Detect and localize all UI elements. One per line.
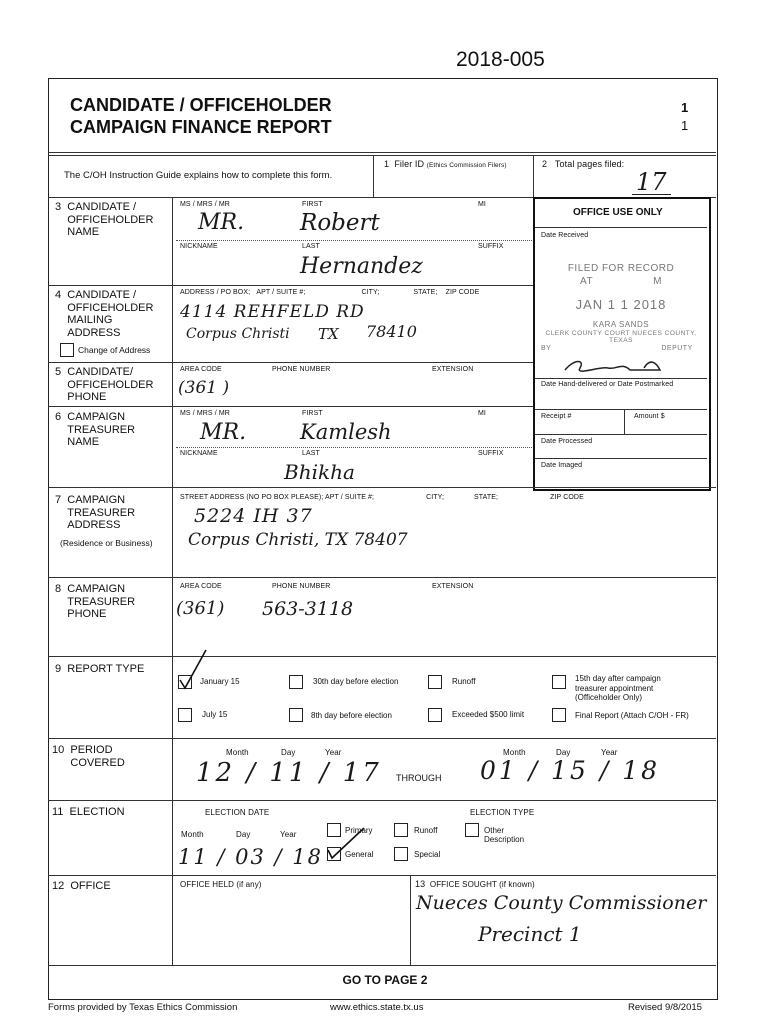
s10-from-month-label: Month	[226, 748, 249, 757]
clerk-signature	[560, 356, 670, 378]
s8-phone-value: 563-3118	[262, 598, 354, 620]
s4-state-value: TX	[318, 325, 339, 343]
total-pages-label: 2 Total pages filed:	[542, 159, 625, 169]
go-to-page-2: GO TO PAGE 2	[342, 973, 428, 987]
s4-zip-value: 78410	[366, 322, 417, 341]
election-runoff-checkbox[interactable]	[394, 823, 408, 837]
s10-from-year-label: Year	[325, 748, 342, 757]
s11-year-label: Year	[280, 830, 297, 839]
filed-stamp: FILED FOR RECORD AT M JAN 1 1 2018 KARA SANDS CLERK COUNTY COURT NUECES COUNTY, TEXAS BY DEPUTY	[541, 263, 697, 352]
receipt-label: Receipt #	[541, 413, 572, 420]
section-5-label: 5 CANDIDATE/ OFFICEHOLDER PHONE	[55, 366, 154, 403]
footer-url: www.ethics.state.tx.us	[330, 1002, 424, 1013]
document-number: 2018-005	[456, 48, 545, 71]
report-type-july-15-label: July 15	[202, 710, 228, 719]
section-9-label: 9 REPORT TYPE	[55, 663, 145, 675]
s6-last-label: LAST	[302, 450, 320, 457]
report-type-8th-day-label: 8th day before election	[311, 711, 392, 720]
s10-to-month-label: Month	[503, 748, 526, 757]
s3-salutation-label: MS / MRS / MR	[180, 201, 230, 208]
section-6-label: 6 CAMPAIGN TREASURER NAME	[55, 411, 136, 448]
s3-nickname-label: NICKNAME	[180, 243, 218, 250]
s7-sub-label: (Residence or Business)	[60, 538, 153, 548]
office-sought-label: 13 OFFICE SOUGHT (if known)	[415, 879, 535, 889]
s6-salutation-value: MR.	[200, 420, 247, 445]
election-runoff-label: Runoff	[414, 826, 438, 835]
s8-phone-label: PHONE NUMBER	[272, 583, 331, 590]
section-12-label: 12 OFFICE	[52, 880, 111, 892]
date-imaged-label: Date Imaged	[541, 462, 583, 469]
office-sought-line2: Precinct 1	[478, 922, 582, 946]
election-special-label: Special	[414, 850, 441, 859]
s6-mi-label: MI	[478, 410, 486, 417]
s8-extension-label: EXTENSION	[432, 583, 474, 590]
report-type-15th-day-label: 15th day after campaign treasurer appointment (Officeholder Only)	[575, 674, 661, 702]
report-type-final-label: Final Report (Attach C/OH - FR)	[575, 711, 689, 720]
section-3-label: 3 CANDIDATE / OFFICEHOLDER NAME	[55, 201, 154, 238]
s11-type-label: ELECTION TYPE	[470, 808, 535, 817]
s8-area-label: AREA CODE	[180, 583, 222, 590]
form-title-line2: CAMPAIGN FINANCE REPORT	[70, 117, 332, 137]
section-7-label: 7 CAMPAIGN TREASURER ADDRESS	[55, 494, 136, 531]
section-11-label: 11 ELECTION	[52, 806, 125, 818]
side-mark-1: 1	[681, 100, 689, 115]
s3-first-value: Robert	[300, 210, 380, 236]
s3-salutation-value: MR.	[198, 210, 245, 235]
section-10-label: 10 PERIOD COVERED	[52, 744, 125, 769]
election-primary-label: Primary	[345, 826, 373, 835]
s3-suffix-label: SUFFIX	[478, 243, 504, 250]
s11-date-value: 11 / 03 / 18	[178, 845, 324, 869]
report-type-exceeded-checkbox[interactable]	[428, 708, 442, 722]
s11-day-label: Day	[236, 830, 251, 839]
footer-revised: Revised 9/8/2015	[628, 1002, 702, 1013]
s7-address-labels: STREET ADDRESS (NO PO BOX PLEASE); APT / SUITE #; CITY; STATE; ZIP CODE	[180, 494, 584, 501]
report-type-30th-day-label: 30th day before election	[313, 677, 399, 686]
amount-label: Amount $	[634, 413, 665, 420]
change-of-address-checkbox[interactable]	[60, 343, 74, 357]
form-title-line1: CANDIDATE / OFFICEHOLDER	[70, 95, 332, 115]
filer-id-label: 1 Filer ID (Ethics Commission Filers)	[384, 159, 507, 169]
hand-delivered-label: Date Hand-delivered or Date Postmarked	[541, 381, 674, 388]
footer-left: Forms provided by Texas Ethics Commission	[48, 1002, 238, 1013]
s8-area-value: (361)	[176, 598, 225, 619]
election-general-label: General	[345, 850, 374, 859]
s10-to-value: 01 / 15 / 18	[480, 756, 661, 785]
s6-first-label: FIRST	[302, 410, 323, 417]
s4-city-value: Corpus Christi	[186, 326, 290, 342]
s3-last-label: LAST	[302, 243, 320, 250]
report-type-runoff-label: Runoff	[452, 677, 476, 686]
s6-first-value: Kamlesh	[300, 420, 392, 444]
s5-phone-label: PHONE NUMBER	[272, 366, 331, 373]
election-special-checkbox[interactable]	[394, 847, 408, 861]
office-held-label: OFFICE HELD (if any)	[180, 880, 262, 889]
office-use-title: OFFICE USE ONLY	[573, 207, 663, 218]
office-sought-line1: Nueces County Commissioner	[416, 892, 707, 914]
report-type-8th-day-checkbox[interactable]	[289, 708, 303, 722]
s10-from-day-label: Day	[281, 748, 296, 757]
s6-salutation-label: MS / MRS / MR	[180, 410, 230, 417]
report-type-30th-day-checkbox[interactable]	[289, 675, 303, 689]
s7-street-value: 5224 IH 37	[194, 505, 313, 527]
date-processed-label: Date Processed	[541, 438, 593, 445]
report-type-exceeded-label: Exceeded $500 limit	[452, 710, 525, 719]
date-received-label: Date Received	[541, 232, 589, 239]
s3-last-value: Hernandez	[300, 254, 423, 279]
s11-date-label: ELECTION DATE	[205, 808, 270, 817]
report-type-january-15-label: January 15	[200, 677, 240, 686]
section-8-label: 8 CAMPAIGN TREASURER PHONE	[55, 583, 136, 620]
total-pages-value: 17	[632, 170, 671, 195]
s10-through-label: THROUGH	[396, 773, 442, 783]
s5-area-value: (361 )	[178, 378, 230, 398]
side-mark-2: 1	[681, 118, 689, 133]
s7-city-value: Corpus Christi, TX 78407	[188, 530, 408, 550]
s4-address-labels: ADDRESS / PO BOX; APT / SUITE #; CITY; STATE; ZIP CODE	[180, 289, 480, 296]
s5-area-label: AREA CODE	[180, 366, 222, 373]
s5-extension-label: EXTENSION	[432, 366, 474, 373]
s3-first-label: FIRST	[302, 201, 323, 208]
s6-nickname-label: NICKNAME	[180, 450, 218, 457]
report-type-15th-day-checkbox[interactable]	[552, 675, 566, 689]
s10-to-year-label: Year	[601, 748, 618, 757]
change-of-address-label: Change of Address	[78, 345, 151, 355]
s6-suffix-label: SUFFIX	[478, 450, 504, 457]
instruction-text: The C/OH Instruction Guide explains how to complete this form.	[64, 170, 333, 181]
report-type-july-15-checkbox[interactable]	[178, 708, 192, 722]
section-4-label: 4 CANDIDATE / OFFICEHOLDER MAILING ADDRESS	[55, 289, 154, 339]
s10-from-value: 12 / 11 / 17	[196, 758, 382, 788]
election-other-checkbox[interactable]	[465, 823, 479, 837]
report-type-runoff-checkbox[interactable]	[428, 675, 442, 689]
election-other-label: Other Description	[484, 826, 525, 844]
report-type-final-checkbox[interactable]	[552, 708, 566, 722]
s4-street-value: 4114 REHFELD RD	[180, 302, 365, 322]
s6-last-value: Bhikha	[284, 460, 355, 484]
s11-month-label: Month	[181, 830, 204, 839]
s3-mi-label: MI	[478, 201, 486, 208]
s10-to-day-label: Day	[556, 748, 571, 757]
